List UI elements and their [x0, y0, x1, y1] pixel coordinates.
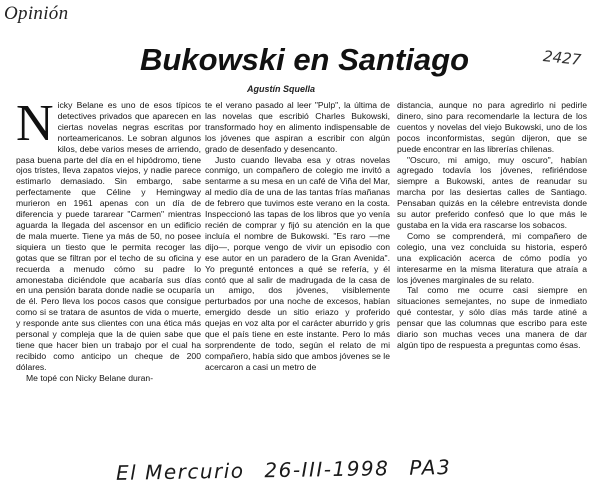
- paragraph: Tal como me ocurre casi siempre en situaciones semejantes, no supe de inmediato qué contestar, y sólo días más tarde atiné a pensar que las columnas que escribo para este diario son muchas veces una manera de dar algún tipo de respuesta a preguntas como ésas.: [397, 285, 587, 350]
- paragraph: icky Belane es uno de esos típicos detectives privados que aparecen en ciertas novelas negras escritas por norteamericanos. Le sobran algunos kilos, debe varios meses de arriendo, pasa buena parte del día en el hipódromo, tiene ojos tristes, lleva zapatos viejos, y nadie parece estimarlo demasiado. Sin embargo, sabe perfectamente que Céline y Hemingway murieron en 1961 apenas con un día de diferencia y puede tararear "Carmen" mientras aguarda la llegada del ascensor en un edificio de mala muerte. Tiene ya más de 50, no posee siquiera un tiesto que le permita recoger las gotas que se filtran por el techo de su oficina y recuerda a menudo cómo su padre lo amonestaba diciéndole que acabaría sus días en una pensión barata donde nadie se ocuparía de él. Pero lleva los pocos casos que consigue como si se tratara de asuntos de vida o muerte, y responde ante sus clientes con una ética más personal y compleja que la de quien sabe que tiene que hacer bien un trabajo por el cual ha recibido como anticipo un cheque de 200 dólares.: [16, 100, 201, 372]
- paragraph: distancia, aunque no para agredirlo ni pedirle dinero, sino para recomendarle la lectura de los cuentos y novelas del viejo Bukowski, uno de los pocos inconformistas, según dijeron, que se puede encontrar en las librerías chilenas.: [397, 100, 587, 154]
- paragraph: "Oscuro, mi amigo, muy oscuro", habían agregado todavía los jóvenes, refiriéndose siempre a Bukowski, antes de reanudar su marcha por las desiertas calles de Santiago. Pensaban quizás en la célebre entrevista donde su autor preferido confesó que lo que más le gustaba en la vida era rascarse los sobacos.: [397, 154, 587, 230]
- article-title: Bukowski en Santiago: [140, 42, 470, 77]
- paragraph: Justo cuando llevaba esa y otras novelas conmigo, un compañero de colegio me invitó a sentarme a su mesa en un café de Viña del Mar, al medio día de una de las tantas frías mañanas de febrero que tuvimos este verano en la costa. Inspeccionó las tapas de los libros que yo venía recién de comprar y fijó su atención en la que incluía el nombre de Bukowski. "Es raro —me dijo—, porque vengo de vivir un episodio con ese autor en un paradero de la Gran Avenida". Yo pregunté entonces a qué se refería, y él contó que al salir de madrugada de la casa de un amigo, dos jóvenes, visiblemente perturbados por una noche de excesos, habían emergido desde un sitio eriazo y proferido quejas en voz alta por el carácter aburrido y gris que el país tiene en este instante. Pero lo más sorprendente de todo, según el relato de mi compañero, había sido que ambos jóvenes se le acercaron a casi un metro de: [205, 154, 390, 372]
- column-1: [16, 100, 201, 480]
- column-2: [205, 100, 390, 483]
- paragraph: Me topé con Nicky Belane duran-: [26, 372, 154, 383]
- column-3: [397, 100, 587, 480]
- section-label: Opinión: [4, 3, 69, 24]
- drop-cap: N: [16, 100, 54, 152]
- author-byline: Agustín Squella: [247, 84, 316, 94]
- handwritten-newspaper: El Mercurio: [115, 458, 245, 485]
- handwritten-page: PA3: [409, 454, 452, 480]
- handwritten-date: 26-III-1998: [264, 456, 390, 483]
- paragraph: te el verano pasado al leer "Pulp", la última de las novelas que escribió Charles Bukowski, transformado hoy en alimento indispensable de los jóvenes que aspiran a escribir con algún grado de desenfado y desencanto.: [205, 100, 390, 154]
- archive-number: 2427: [542, 47, 583, 69]
- paragraph: Como se comprenderá, mi compañero de colegio, una vez concluida su historia, esperó una explicación acerca de cómo podía yo interesarme en la misma literatura que atraía a los jóvenes marginales de su relato.: [397, 230, 587, 285]
